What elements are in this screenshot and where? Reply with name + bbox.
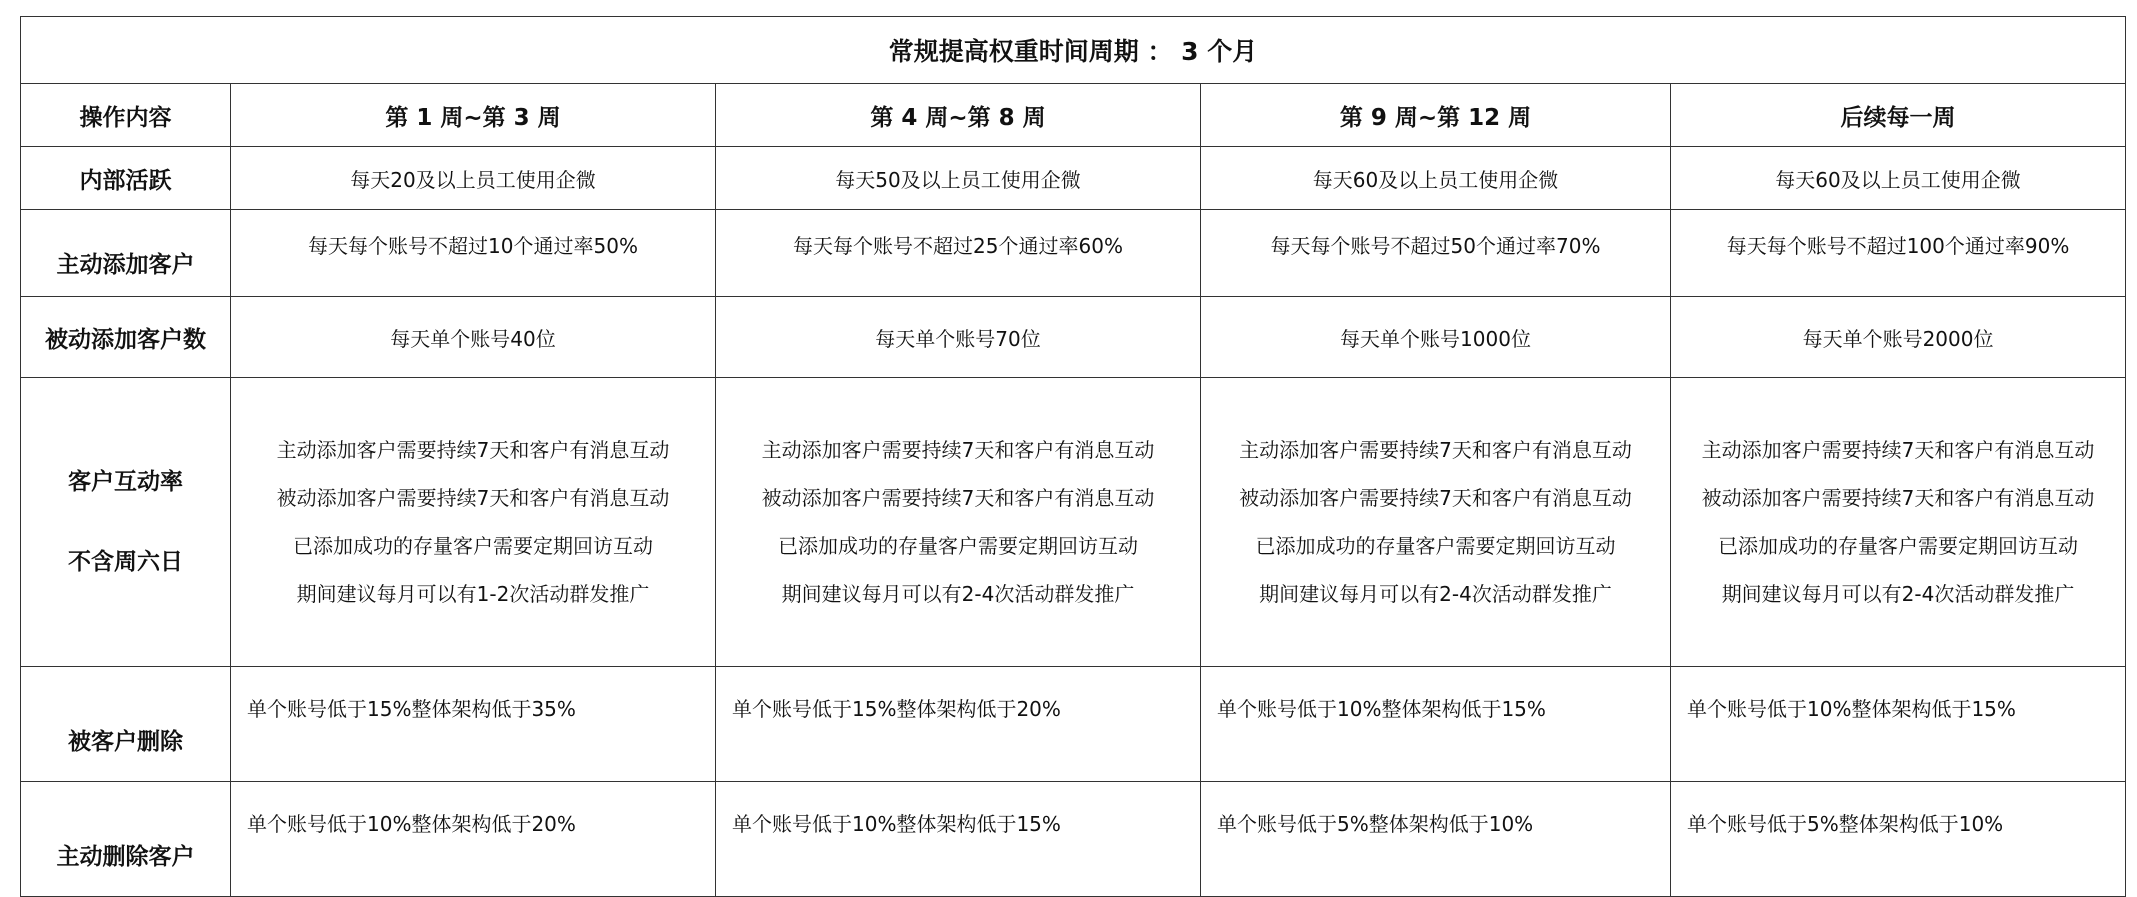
line: 被动添加客户需要持续7天和客户有消息互动 <box>276 486 670 510</box>
row-label-deleted-by-customer: 被客户删除 <box>21 667 231 782</box>
cell-value: 每天60及以上员工使用企微 <box>1201 147 1671 210</box>
table-row <box>21 210 2126 297</box>
line: 被动添加客户需要持续7天和客户有消息互动 <box>1701 486 2095 510</box>
cell-value: 每天每个账号不超过50个通过率70% <box>1201 210 1671 297</box>
header-operation: 操作内容 <box>21 84 231 147</box>
line: 已添加成功的存量客户需要定期回访互动 <box>1255 534 1616 558</box>
label-line: 不含周六日 <box>68 549 183 575</box>
line: 期间建议每月可以有1-2次活动群发推广 <box>296 582 650 606</box>
line: 已添加成功的存量客户需要定期回访互动 <box>293 534 653 558</box>
line: 期间建议每月可以有2-4次活动群发推广 <box>1721 582 2075 606</box>
cell-value <box>231 378 716 667</box>
cell-value <box>1201 378 1671 667</box>
line: 期间建议每月可以有2-4次活动群发推广 <box>781 582 1135 606</box>
table-row <box>21 378 2126 667</box>
table-row <box>21 147 2126 210</box>
cell-value: 每天单个账号40位 <box>231 297 716 378</box>
cell-value: 每天每个账号不超过10个通过率50% <box>231 210 716 297</box>
line: 主动添加客户需要持续7天和客户有消息互动 <box>761 438 1155 462</box>
label-line: 客户互动率 <box>68 469 183 495</box>
cell-value: 每天单个账号70位 <box>716 297 1201 378</box>
schedule-table <box>20 16 2126 897</box>
table-row <box>21 782 2126 897</box>
cell-value: 每天每个账号不超过25个通过率60% <box>716 210 1201 297</box>
cell-value: 单个账号低于10%整体架构低于15% <box>716 782 1201 897</box>
cell-value: 每天单个账号2000位 <box>1671 297 2126 378</box>
line: 已添加成功的存量客户需要定期回访互动 <box>1718 534 2079 558</box>
header-period-2: 第 4 周~第 8 周 <box>716 84 1201 147</box>
row-label-active-add: 主动添加客户 <box>21 210 231 297</box>
cell-value <box>1671 378 2126 667</box>
cell-value: 每天20及以上员工使用企微 <box>231 147 716 210</box>
line: 主动添加客户需要持续7天和客户有消息互动 <box>1701 438 2095 462</box>
table-title: 常规提高权重时间周期 ： 3 个月 <box>21 17 2126 84</box>
cell-value: 单个账号低于10%整体架构低于15% <box>1201 667 1671 782</box>
row-label-active-delete: 主动删除客户 <box>21 782 231 897</box>
header-period-4: 后续每一周 <box>1671 84 2126 147</box>
line: 期间建议每月可以有2-4次活动群发推广 <box>1259 582 1612 606</box>
header-period-1: 第 1 周~第 3 周 <box>231 84 716 147</box>
line: 主动添加客户需要持续7天和客户有消息互动 <box>276 438 670 462</box>
row-label-internal-active: 内部活跃 <box>21 147 231 210</box>
row-label-passive-add: 被动添加客户数 <box>21 297 231 378</box>
table-row <box>21 297 2126 378</box>
cell-value: 单个账号低于15%整体架构低于20% <box>716 667 1201 782</box>
cell-value: 单个账号低于10%整体架构低于20% <box>231 782 716 897</box>
line: 主动添加客户需要持续7天和客户有消息互动 <box>1239 438 1632 462</box>
cell-value: 单个账号低于5%整体架构低于10% <box>1671 782 2126 897</box>
cell-value: 每天每个账号不超过100个通过率90% <box>1671 210 2126 297</box>
cell-value: 每天50及以上员工使用企微 <box>716 147 1201 210</box>
row-label-interaction-rate <box>21 378 231 667</box>
cell-value: 每天60及以上员工使用企微 <box>1671 147 2126 210</box>
line: 已添加成功的存量客户需要定期回访互动 <box>778 534 1138 558</box>
cell-value: 单个账号低于10%整体架构低于15% <box>1671 667 2126 782</box>
cell-value: 每天单个账号1000位 <box>1201 297 1671 378</box>
line: 被动添加客户需要持续7天和客户有消息互动 <box>761 486 1155 510</box>
table-row <box>21 667 2126 782</box>
header-period-3: 第 9 周~第 12 周 <box>1201 84 1671 147</box>
line: 被动添加客户需要持续7天和客户有消息互动 <box>1239 486 1632 510</box>
cell-value: 单个账号低于5%整体架构低于10% <box>1201 782 1671 897</box>
cell-value <box>716 378 1201 667</box>
cell-value: 单个账号低于15%整体架构低于35% <box>231 667 716 782</box>
